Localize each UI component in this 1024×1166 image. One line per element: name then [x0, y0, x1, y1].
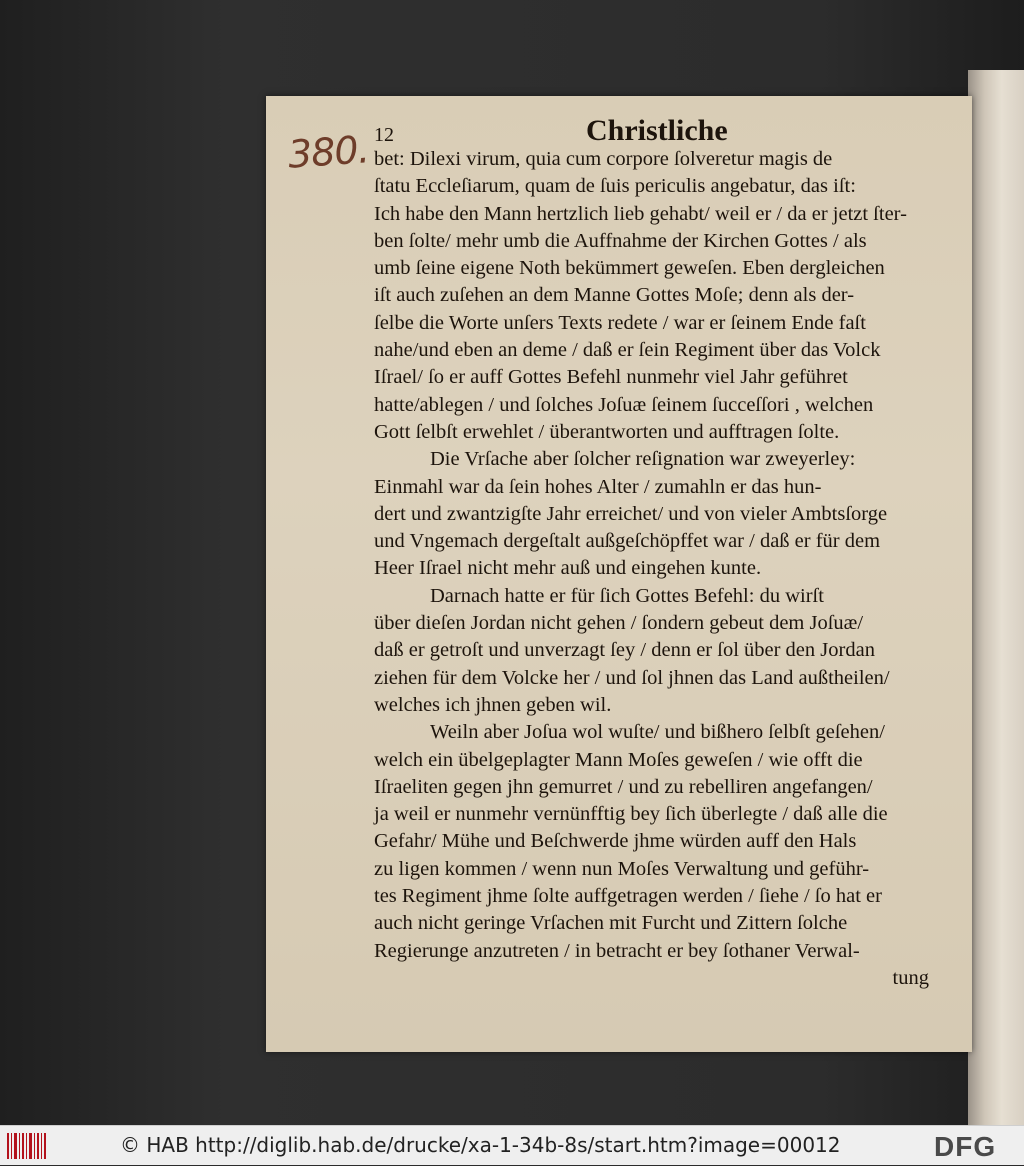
text-line: Ich habe den Mann hertzlich lieb gehabt/ weil er / da er jetzt ſter-	[374, 202, 907, 225]
text-line: welches ich jhnen geben wil.	[374, 693, 612, 716]
text-line: ben ſolte/ mehr umb die Auffnahme der Kirchen Gottes / als	[374, 229, 867, 252]
text-line: welch ein übelgeplagter Mann Moſes geweſen / wie offt die	[374, 748, 863, 771]
text-line: nahe/und eben an deme / daß er ſein Regiment über das Volck	[374, 339, 881, 362]
catchword: tung	[892, 966, 929, 989]
text-line: ſtatu Eccleſiarum, quam de ſuis periculis angebatur, das iſt:	[374, 175, 856, 198]
text-line: über dieſen Jordan nicht gehen / ſondern gebeut dem Joſuæ/	[374, 612, 864, 635]
text-line: ziehen für dem Volcke her / und ſol jhnen das Land außtheilen/	[374, 666, 890, 689]
dfg-logo: DFG	[934, 1131, 997, 1162]
text-line: Gefahr/ Mühe und Beſchwerde jhme würden auff den Hals	[374, 830, 857, 853]
text-line: Regierunge anzutreten / in betracht er bey ſothaner Verwal-	[374, 939, 860, 962]
text-line: Heer Iſrael nicht mehr auß und eingehen kunte.	[374, 557, 762, 580]
text-line: bet: Dilexi virum, quia cum corpore ſolveretur magis de	[374, 148, 833, 170]
text-line: Iſraeliten gegen jhn gemurret / und zu rebelliren angefangen/	[374, 775, 873, 798]
barcode-icon	[6, 1131, 48, 1161]
text-line: Darnach hatte er für ſich Gottes Befehl: du wirſt	[430, 584, 824, 607]
body-text	[374, 146, 929, 992]
handwritten-folio-number: 380.	[286, 127, 371, 177]
text-line: zu ligen kommen / wenn nun Moſes Verwaltung und geführ-	[374, 857, 870, 880]
book-edge	[968, 70, 1024, 1125]
text-line: Die Vrſache aber ſolcher reſignation war zweyerley:	[430, 448, 856, 471]
text-line: Einmahl war da ſein hohes Alter / zumahln er das hun-	[374, 475, 822, 498]
text-line: tes Regiment jhme ſolte auffgetragen werden / ſiehe / ſo hat er	[374, 885, 882, 908]
text-line: iſt auch zuſehen an dem Manne Gottes Moſe; denn als der-	[374, 284, 855, 307]
text-line: ſelbe die Worte unſers Texts redete / war er ſeinem Ende faſt	[374, 311, 866, 334]
book-page	[266, 96, 972, 1052]
page-number: 12	[374, 124, 394, 146]
text-line: Iſrael/ ſo er auff Gottes Befehl nunmehr viel Jahr geführet	[374, 366, 848, 389]
footer-bar	[0, 1125, 1024, 1165]
text-line: umb ſeine eigene Noth bekümmert geweſen. Eben dergleichen	[374, 257, 885, 280]
text-line: Gott ſelbſt erwehlet / überantworten und aufftragen ſolte.	[374, 420, 840, 443]
text-line: Weiln aber Joſua wol wuſte/ und bißhero ſelbſt geſehen/	[430, 721, 885, 744]
text-line: daß er getroſt und unverzagt ſey / denn er ſol über den Jordan	[374, 639, 875, 662]
running-head: Christliche	[586, 114, 728, 147]
text-line: ja weil er nunmehr vernünfftig bey ſich überlegte / daß alle die	[374, 803, 888, 826]
text-line: hatte/ablegen / und ſolches Joſuæ ſeinem ſucceſſori , welchen	[374, 393, 874, 416]
text-line: und Vngemach dergeſtalt außgeſchöpffet war / daß er für dem	[374, 530, 881, 553]
text-line: dert und zwantzigſte Jahr erreichet/ und von vieler Ambtsſorge	[374, 502, 888, 525]
text-line: auch nicht geringe Vrſachen mit Furcht und Zittern ſolche	[374, 912, 848, 935]
copyright-link[interactable]: © HAB http://diglib.hab.de/drucke/xa-1-34b-8s/start.htm?image=00012	[120, 1133, 841, 1157]
